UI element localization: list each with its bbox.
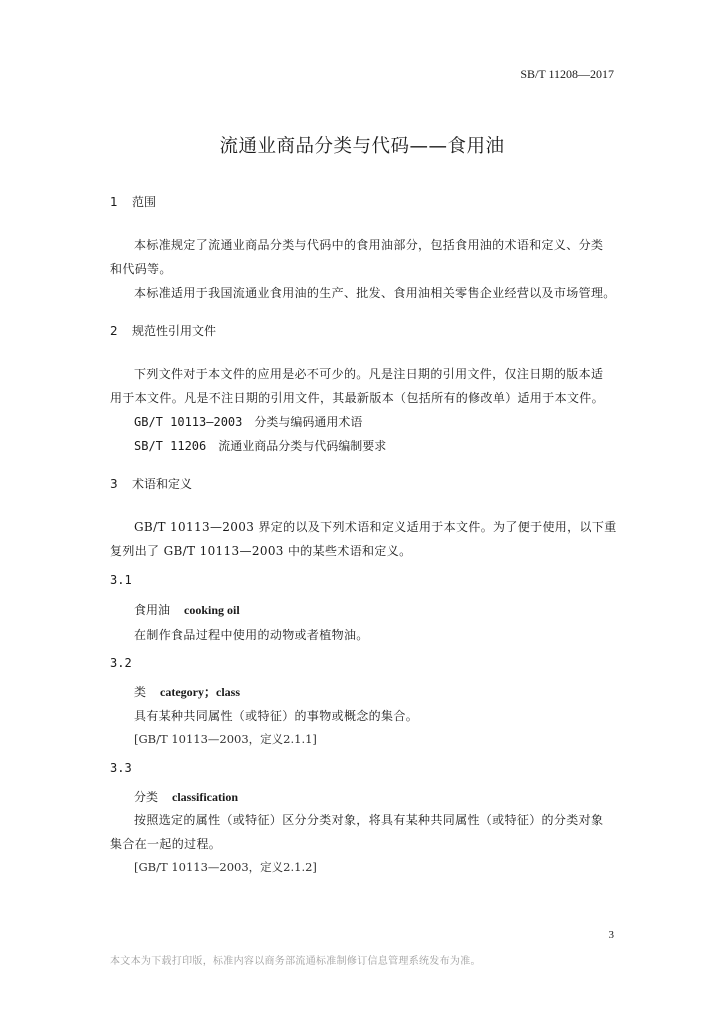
normative-reference: GB/T 10113—2003 分类与编码通用术语 xyxy=(134,415,363,429)
term-en: category；class xyxy=(160,685,240,699)
section-title: 规范性引用文件 xyxy=(132,324,217,338)
term-definition: 具有某种共同属性（或特征）的事物或概念的集合。 xyxy=(134,709,419,723)
section-1-para1-line2: 和代码等。 xyxy=(110,262,172,276)
normative-reference: SB/T 11206 流通业商品分类与代码编制要求 xyxy=(134,439,387,453)
section-3-heading xyxy=(110,475,192,492)
section-2-para1-line2: 用于本文件。凡是不注日期的引用文件，其最新版本（包括所有的修改单）适用于本文件。 xyxy=(110,391,605,405)
term-cn: 食用油 xyxy=(134,603,171,617)
section-number: 1 xyxy=(110,195,118,209)
term-entry xyxy=(134,788,238,805)
term-cn: 分类 xyxy=(134,790,159,804)
section-2-heading xyxy=(110,322,216,339)
section-3-para1-line2: 复列出了 GB/T 10113—2003 中的某些术语和定义。 xyxy=(110,544,412,558)
term-en: classification xyxy=(172,790,239,804)
term-source: [GB/T 10113—2003，定义2.1.1] xyxy=(134,732,317,746)
term-cn: 类 xyxy=(134,685,147,699)
term-number: 3.1 xyxy=(110,573,132,587)
section-1-para2: 本标准适用于我国流通业食用油的生产、批发、食用油相关零售企业经营以及市场管理。 xyxy=(134,286,616,300)
section-1-para1-line1: 本标准规定了流通业商品分类与代码中的食用油部分，包括食用油的术语和定义、分类 xyxy=(134,238,604,252)
term-entry xyxy=(134,601,240,618)
section-3-para1-line1: GB/T 10113—2003 界定的以及下列术语和定义适用于本文件。为了便于使用，以下重 xyxy=(134,520,617,534)
term-definition: 在制作食品过程中使用的动物或者植物油。 xyxy=(134,628,369,642)
term-source: [GB/T 10113—2003，定义2.1.2] xyxy=(134,860,317,874)
term-number: 3.2 xyxy=(110,656,132,670)
section-number: 2 xyxy=(110,324,118,338)
term-entry xyxy=(134,683,240,700)
footer-notice: 本文本为下载打印版，标准内容以商务部流通标准制修订信息管理系统发布为准。 xyxy=(110,956,481,967)
document-title: 流通业商品分类与代码——食用油 xyxy=(219,136,505,157)
section-1-heading xyxy=(110,193,156,210)
standard-number: SB/T 11208—2017 xyxy=(520,67,614,81)
term-definition-line2: 集合在一起的过程。 xyxy=(110,837,222,851)
term-number: 3.3 xyxy=(110,761,132,775)
term-en: cooking oil xyxy=(184,603,240,617)
page-number: 3 xyxy=(608,929,614,941)
term-definition-line1: 按照选定的属性（或特征）区分分类对象，将具有某种共同属性（或特征）的分类对象 xyxy=(134,813,604,827)
section-title: 范围 xyxy=(132,195,157,209)
section-number: 3 xyxy=(110,477,118,491)
section-title: 术语和定义 xyxy=(132,477,193,491)
section-2-para1-line1: 下列文件对于本文件的应用是必不可少的。凡是注日期的引用文件，仅注日期的版本适 xyxy=(134,367,604,381)
